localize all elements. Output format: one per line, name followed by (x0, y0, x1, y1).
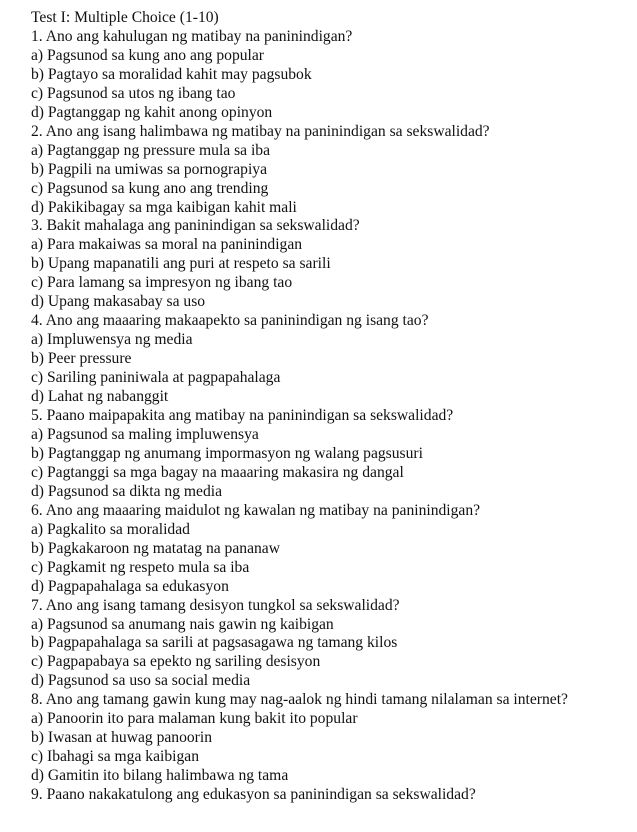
choice-c: c) Pagpapabaya sa epekto ng sariling desisyon (31, 653, 321, 671)
test-title: Test I: Multiple Choice (1-10) (31, 9, 219, 26)
choice-b: b) Peer pressure (31, 350, 132, 368)
question-8 (31, 691, 631, 786)
question-text: 2. Ano ang isang halimbawa ng matibay na paninindigan sa sekswalidad? (31, 122, 490, 140)
choice-d: d) Gamitin ito bilang halimbawa ng tama (31, 767, 289, 785)
question-2 (31, 123, 631, 218)
choice-b: b) Pagtayo sa moralidad kahit may pagsubok (31, 65, 312, 83)
choice-a: a) Impluwensya ng media (31, 331, 193, 349)
question-6 (31, 502, 631, 597)
question-9 (31, 786, 631, 805)
question-text: 6. Ano ang maaaring maidulot ng kawalan ng matibay na paninindigan? (31, 501, 481, 519)
choice-a: a) Pagsunod sa kung ano ang popular (31, 46, 264, 64)
question-text: 7. Ano ang isang tamang desisyon tungkol sa sekswalidad? (31, 596, 400, 614)
question-1 (31, 28, 631, 123)
question-text: 3. Bakit mahalaga ang paninindigan sa sekswalidad? (31, 217, 360, 235)
question-7 (31, 597, 631, 692)
choice-d: d) Lahat ng nabanggit (31, 388, 169, 406)
choice-b: b) Pagkakaroon ng matatag na pananaw (31, 539, 280, 557)
choice-c: c) Para lamang sa impresyon ng ibang tao (31, 274, 293, 292)
question-5 (31, 407, 631, 502)
choice-b: b) Pagtanggap ng anumang impormasyon ng walang pagsusuri (31, 444, 423, 462)
choice-a: a) Pagsunod sa maling impluwensya (31, 425, 259, 443)
choice-b: b) Iwasan at huwag panoorin (31, 729, 213, 747)
choice-a: a) Pagtanggap ng pressure mula sa iba (31, 141, 271, 159)
question-text: 9. Paano nakakatulong ang edukasyon sa paninindigan sa sekswalidad? (31, 786, 476, 804)
choice-d: d) Pagsunod sa dikta ng media (31, 482, 222, 500)
question-text: 4. Ano ang maaaring makaapekto sa paninindigan ng isang tao? (31, 312, 429, 330)
question-4 (31, 312, 631, 407)
choice-c: c) Pagtanggi sa mga bagay na maaaring makasira ng dangal (31, 463, 404, 481)
question-3 (31, 217, 631, 312)
choice-c: c) Pagsunod sa utos ng ibang tao (31, 84, 236, 102)
choice-a: a) Pagsunod sa anumang nais gawin ng kaibigan (31, 615, 334, 633)
document-page (31, 9, 631, 805)
question-text: 5. Paano maipapakita ang matibay na paninindigan sa sekswalidad? (31, 407, 454, 425)
choice-a: a) Panoorin ito para malaman kung bakit ito popular (31, 710, 358, 728)
choice-c: c) Pagsunod sa kung ano ang trending (31, 179, 269, 197)
choice-d: d) Pagsunod sa uso sa social media (31, 672, 251, 690)
choice-d: d) Pagtanggap ng kahit anong opinyon (31, 103, 273, 121)
choice-b: b) Pagpili na umiwas sa pornograpiya (31, 160, 268, 178)
choice-b: b) Upang mapanatili ang puri at respeto sa sarili (31, 255, 331, 273)
choice-d: d) Pagpapahalaga sa edukasyon (31, 577, 229, 595)
choice-c: c) Ibahagi sa mga kaibigan (31, 748, 199, 766)
choice-a: a) Pagkalito sa moralidad (31, 520, 190, 538)
choice-c: c) Pagkamit ng respeto mula sa iba (31, 558, 250, 576)
choice-a: a) Para makaiwas sa moral na paninindigan (31, 236, 303, 254)
choice-d: d) Pakikibagay sa mga kaibigan kahit mali (31, 198, 297, 216)
choice-b: b) Pagpapahalaga sa sarili at pagsasagawa ng tamang kilos (31, 634, 398, 652)
question-text: 8. Ano ang tamang gawin kung may nag-aalok ng hindi tamang nilalaman sa internet? (31, 691, 568, 709)
choice-c: c) Sariling paniniwala at pagpapahalaga (31, 369, 281, 387)
question-text: 1. Ano ang kahulugan ng matibay na paninindigan? (31, 27, 353, 45)
choice-d: d) Upang makasabay sa uso (31, 293, 206, 311)
